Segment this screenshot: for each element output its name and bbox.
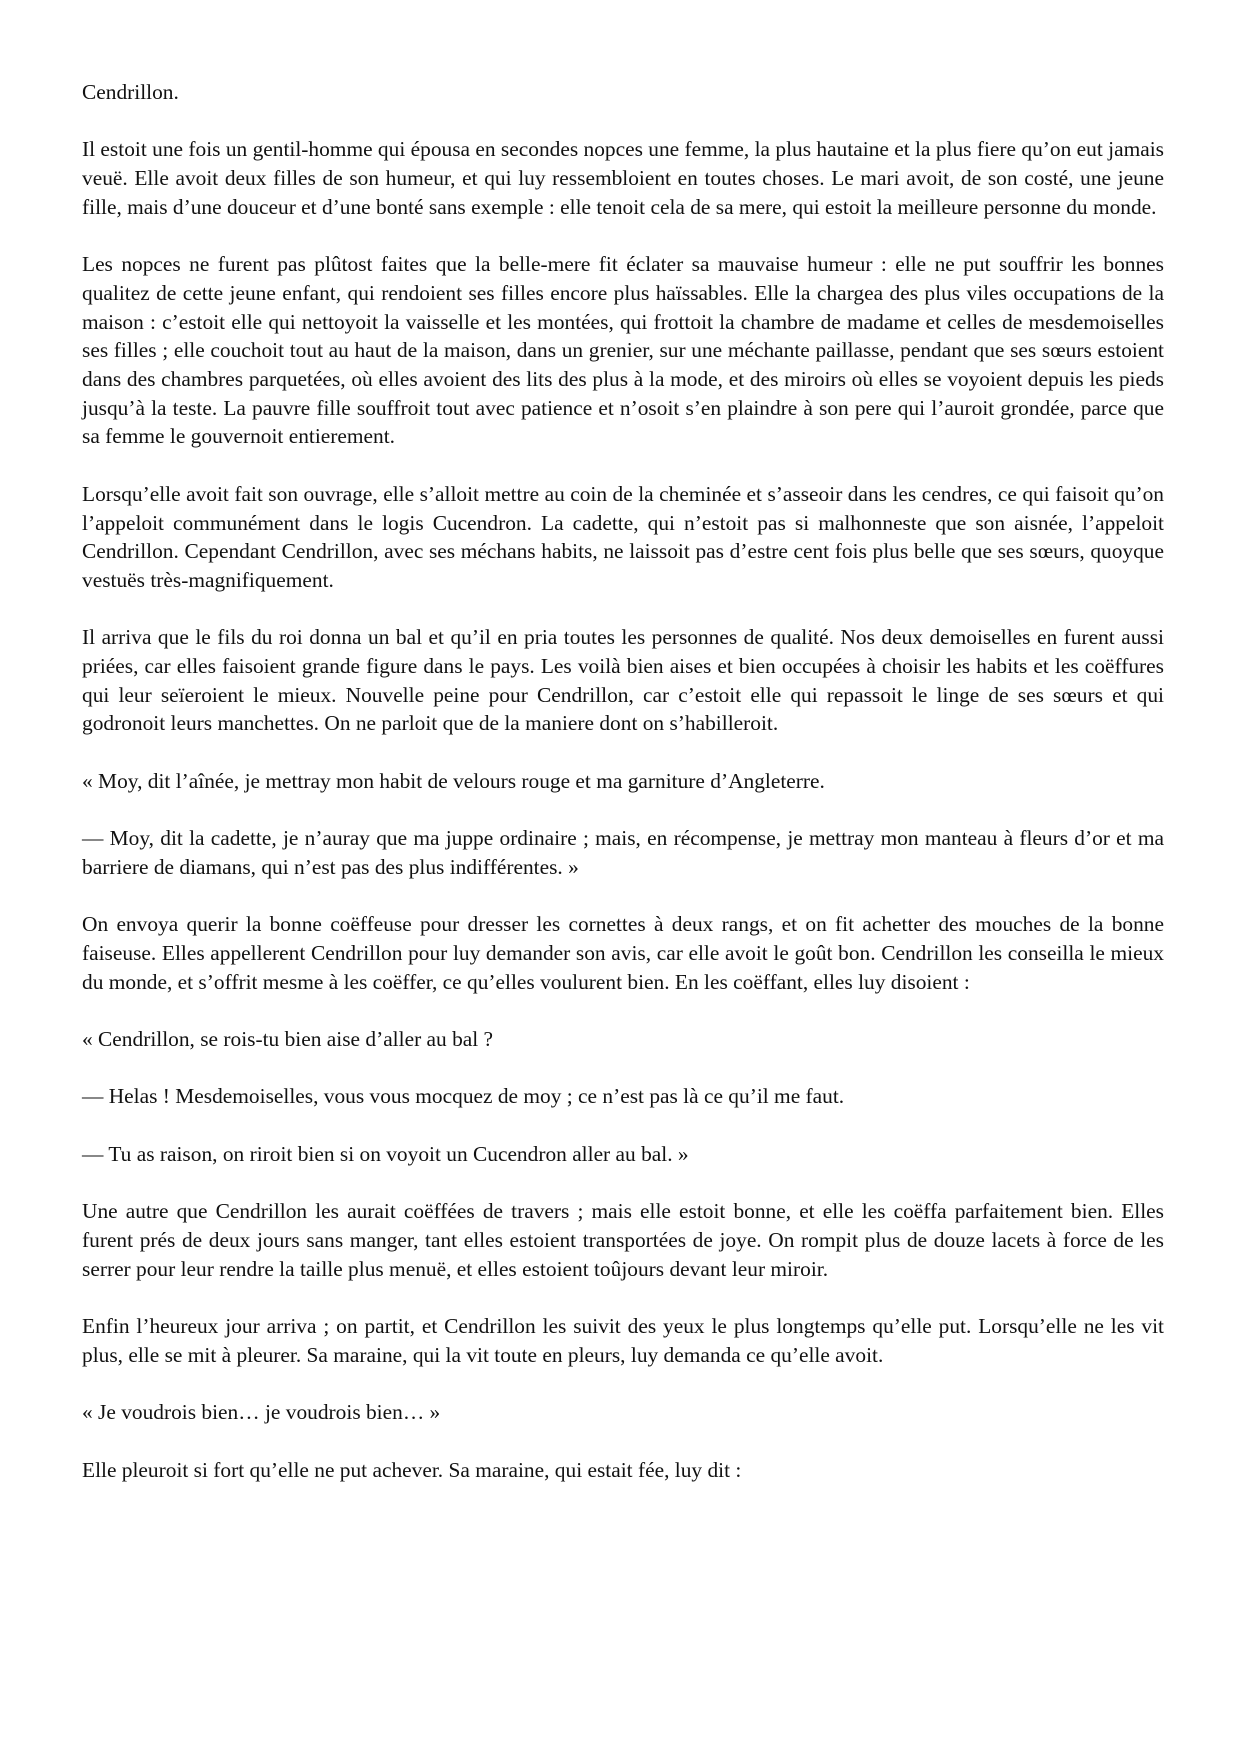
paragraph-7: Enfin l’heureux jour arriva ; on partit, et Cendrillon les suivit des yeux le plus longtemps qu’elle put. Lorsqu’elle ne les vit plus, elle se mit à pleurer. Sa maraine, qui la vit toute en pleurs, luy demanda ce qu’elle avoit. <box>82 1314 1164 1367</box>
dialogue-line-4: — Helas ! Mesdemoiselles, vous vous mocquez de moy ; ce n’est pas là ce qu’il me faut. <box>82 1084 845 1109</box>
document-page <box>82 78 1164 1484</box>
paragraph-8: Elle pleuroit si fort qu’elle ne put achever. Sa maraine, qui estait fée, luy dit : <box>82 1457 742 1482</box>
paragraph-6: Une autre que Cendrillon les aurait coëffées de travers ; mais elle estoit bonne, et elle les coëffa parfaitement bien. Elles furent prés de deux jours sans manger, tant elles estoient transportées de joye. On rompit plus de douze lacets à force de les serrer pour leur rendre la taille plus menuë, et elles estoient toûjours devant leur miroir. <box>82 1199 1164 1281</box>
dialogue-line-5: — Tu as raison, on riroit bien si on voyoit un Cucendron aller au bal. » <box>82 1141 689 1166</box>
paragraph-4: Il arriva que le fils du roi donna un bal et qu’il en pria toutes les personnes de qualité. Nos deux demoiselles en furent aussi priées, car elles faisoient grande figure dans le pays. Les voilà bien aises et bien occupées à choisir les habits et les coëffures qui leur seïeroient le mieux. Nouvelle peine pour Cendrillon, car c’estoit elle qui repassoit le linge de ses sœurs et qui godronoit leurs manchettes. On ne parloit que de la maniere dont on s’habilleroit. <box>82 625 1164 736</box>
dialogue-line-3: « Cendrillon, se rois-tu bien aise d’aller au bal ? <box>82 1027 494 1052</box>
dialogue-line-2: — Moy, dit la cadette, je n’auray que ma juppe ordinaire ; mais, en récompense, je mettray mon manteau à fleurs d’or et ma barriere de diamans, qui n’est pas des plus indifférentes. » <box>82 826 1164 879</box>
paragraph-1: Il estoit une fois un gentil-homme qui épousa en secondes nopces une femme, la plus hautaine et la plus fiere qu’on eut jamais veuë. Elle avoit deux filles de son humeur, et qui luy ressembloient en toutes choses. Le mari avoit, de son costé, une jeune fille, mais d’une douceur et d’une bonté sans exemple : elle tenoit cela de sa mere, qui estoit la meilleure personne du monde. <box>82 137 1164 219</box>
paragraph-5: On envoya querir la bonne coëffeuse pour dresser les cornettes à deux rangs, et on fit achetter des mouches de la bonne faiseuse. Elles appellerent Cendrillon pour luy demander son avis, car elle avoit le goût bon. Cendrillon les conseilla le mieux du monde, et s’offrit mesme à les coëffer, ce qu’elles voulurent bien. En les coëffant, elles luy disoient : <box>82 912 1164 994</box>
dialogue-line-1: « Moy, dit l’aînée, je mettray mon habit de velours rouge et ma garniture d’Angleterre. <box>82 768 825 793</box>
paragraph-2: Les nopces ne furent pas plûtost faites que la belle-mere fit éclater sa mauvaise humeur : elle ne put souffrir les bonnes qualitez de cette jeune enfant, qui rendoient ses filles encore plus haïssables. Elle la chargea des plus viles occupations de la maison : c’estoit elle qui nettoyoit la vaisselle et les montées, qui frottoit la chambre de madame et celles de mesdemoiselles ses filles ; elle couchoit tout au haut de la maison, dans un grenier, sur une méchante paillasse, pendant que ses sœurs estoient dans des chambres parquetées, où elles avoient des lits des plus à la mode, et des miroirs où elles se voyoient depuis les pieds jusqu’à la teste. La pauvre fille souffroit tout avec patience et n’osoit s’en plaindre à son pere qui l’auroit grondée, parce que sa femme le gouvernoit entierement. <box>82 252 1164 449</box>
dialogue-line-6: « Je voudrois bien… je voudrois bien… » <box>82 1400 441 1425</box>
document-title: Cendrillon. <box>82 80 179 104</box>
paragraph-3: Lorsqu’elle avoit fait son ouvrage, elle s’alloit mettre au coin de la cheminée et s’asseoir dans les cendres, ce qui faisoit qu’on l’appeloit communément dans le logis Cucendron. La cadette, qui n’estoit pas si malhonneste que son aisnée, l’appeloit Cendrillon. Cependant Cendrillon, avec ses méchans habits, ne laissoit pas d’estre cent fois plus belle que ses sœurs, quoyque vestuës très-magnifiquement. <box>82 481 1164 592</box>
